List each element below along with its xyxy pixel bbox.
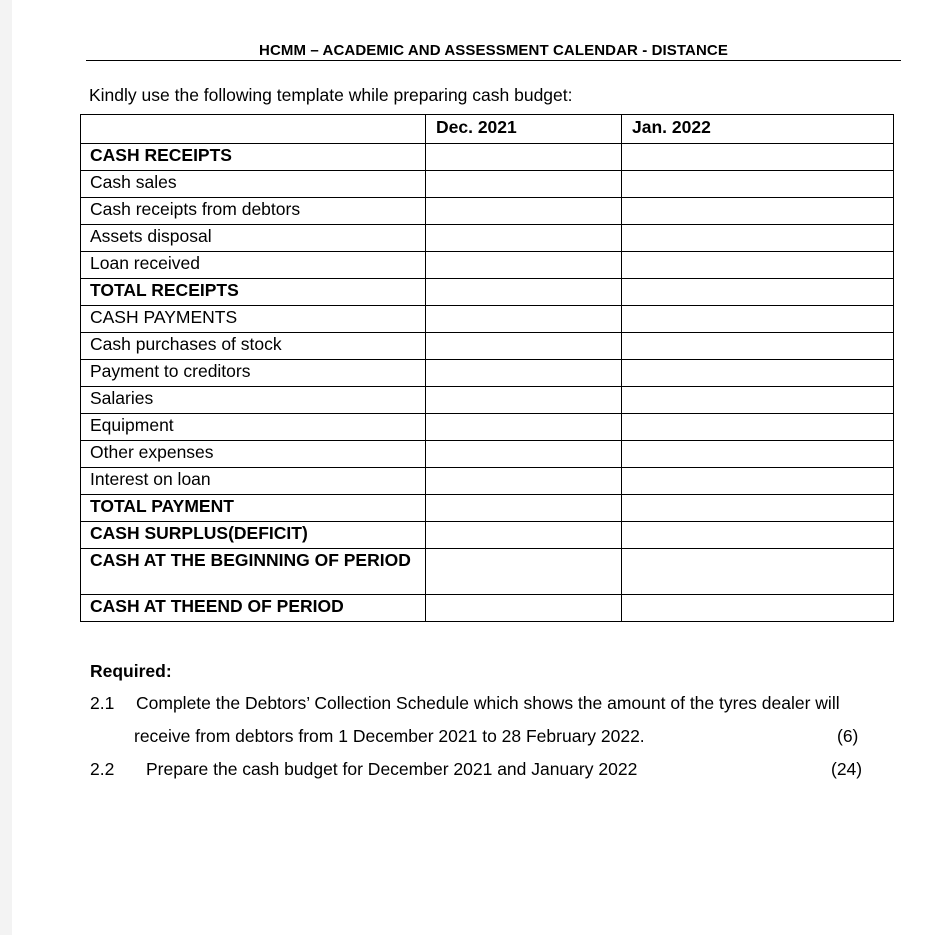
table-row xyxy=(81,468,894,495)
table-row xyxy=(81,198,894,225)
question-marks: (24) xyxy=(831,759,863,779)
cell-jan-2022 xyxy=(622,595,894,622)
cell-dec-2021 xyxy=(426,441,622,468)
question-number: 2.1 xyxy=(90,693,115,713)
cell-jan-2022 xyxy=(622,441,894,468)
question-text: Prepare the cash budget for December 2021 and January 2022 xyxy=(146,759,638,779)
cell-jan-2022 xyxy=(622,360,894,387)
row-label-cash-receipts: CASH RECEIPTS xyxy=(81,144,426,171)
table-row xyxy=(81,522,894,549)
cell-dec-2021 xyxy=(426,387,622,414)
cell-jan-2022 xyxy=(622,495,894,522)
table-row xyxy=(81,414,894,441)
cell-dec-2021 xyxy=(426,495,622,522)
cell-jan-2022 xyxy=(622,414,894,441)
row-label-cash-sales: Cash sales xyxy=(81,171,426,198)
row-label-other-expenses: Other expenses xyxy=(81,441,426,468)
cell-dec-2021 xyxy=(426,522,622,549)
cell-jan-2022 xyxy=(622,387,894,414)
cell-dec-2021 xyxy=(426,549,622,595)
cell-jan-2022 xyxy=(622,252,894,279)
cell-jan-2022 xyxy=(622,279,894,306)
cell-jan-2022 xyxy=(622,522,894,549)
document-page xyxy=(12,0,948,935)
row-label-cash-receipts-debtors: Cash receipts from debtors xyxy=(81,198,426,225)
table-row xyxy=(81,360,894,387)
cell-dec-2021 xyxy=(426,252,622,279)
question-text: Complete the Debtors’ Collection Schedule which shows the amount of the tyres dealer will xyxy=(136,693,840,713)
table-row xyxy=(81,595,894,622)
document-header: HCMM – ACADEMIC AND ASSESSMENT CALENDAR - DISTANCE xyxy=(259,42,728,59)
required-heading: Required: xyxy=(90,661,172,681)
question-marks: (6) xyxy=(837,726,859,746)
cell-jan-2022 xyxy=(622,144,894,171)
cell-dec-2021 xyxy=(426,414,622,441)
header-divider xyxy=(86,60,901,61)
cell-dec-2021 xyxy=(426,306,622,333)
table-row xyxy=(81,549,894,595)
question-text-continued: receive from debtors from 1 December 2021 to 28 February 2022. xyxy=(134,726,645,746)
row-label-assets-disposal: Assets disposal xyxy=(81,225,426,252)
cell-dec-2021 xyxy=(426,171,622,198)
table-row xyxy=(81,225,894,252)
cell-dec-2021 xyxy=(426,333,622,360)
cell-jan-2022 xyxy=(622,333,894,360)
cell-jan-2022 xyxy=(622,468,894,495)
row-label-cash-payments: CASH PAYMENTS xyxy=(81,306,426,333)
table-row xyxy=(81,279,894,306)
row-label-cash-end-period: CASH AT THEEND OF PERIOD xyxy=(81,595,426,622)
cell-jan-2022 xyxy=(622,549,894,595)
table-row xyxy=(81,306,894,333)
row-label-cash-surplus-deficit: CASH SURPLUS(DEFICIT) xyxy=(81,522,426,549)
row-label-loan-received: Loan received xyxy=(81,252,426,279)
row-label-cash-beginning-period: CASH AT THE BEGINNING OF PERIOD xyxy=(81,549,426,595)
row-label-cash-purchases-stock: Cash purchases of stock xyxy=(81,333,426,360)
cell-dec-2021 xyxy=(426,468,622,495)
column-header-label xyxy=(81,115,426,144)
table-row xyxy=(81,495,894,522)
cell-dec-2021 xyxy=(426,595,622,622)
table-row xyxy=(81,333,894,360)
cell-dec-2021 xyxy=(426,225,622,252)
table-row xyxy=(81,441,894,468)
cell-jan-2022 xyxy=(622,225,894,252)
cell-jan-2022 xyxy=(622,306,894,333)
cell-dec-2021 xyxy=(426,279,622,306)
table-header-row xyxy=(81,115,894,144)
cash-budget-table xyxy=(80,114,894,622)
intro-text: Kindly use the following template while preparing cash budget: xyxy=(89,85,573,105)
cell-dec-2021 xyxy=(426,144,622,171)
cell-dec-2021 xyxy=(426,198,622,225)
table-row xyxy=(81,144,894,171)
cell-dec-2021 xyxy=(426,360,622,387)
question-number: 2.2 xyxy=(90,759,115,779)
row-label-interest-on-loan: Interest on loan xyxy=(81,468,426,495)
row-label-salaries: Salaries xyxy=(81,387,426,414)
table-row xyxy=(81,171,894,198)
cell-jan-2022 xyxy=(622,198,894,225)
cell-jan-2022 xyxy=(622,171,894,198)
column-header-jan-2022: Jan. 2022 xyxy=(622,115,894,144)
row-label-equipment: Equipment xyxy=(81,414,426,441)
row-label-total-receipts: TOTAL RECEIPTS xyxy=(81,279,426,306)
row-label-total-payment: TOTAL PAYMENT xyxy=(81,495,426,522)
row-label-payment-creditors: Payment to creditors xyxy=(81,360,426,387)
table-row xyxy=(81,387,894,414)
table-row xyxy=(81,252,894,279)
column-header-dec-2021: Dec. 2021 xyxy=(426,115,622,144)
